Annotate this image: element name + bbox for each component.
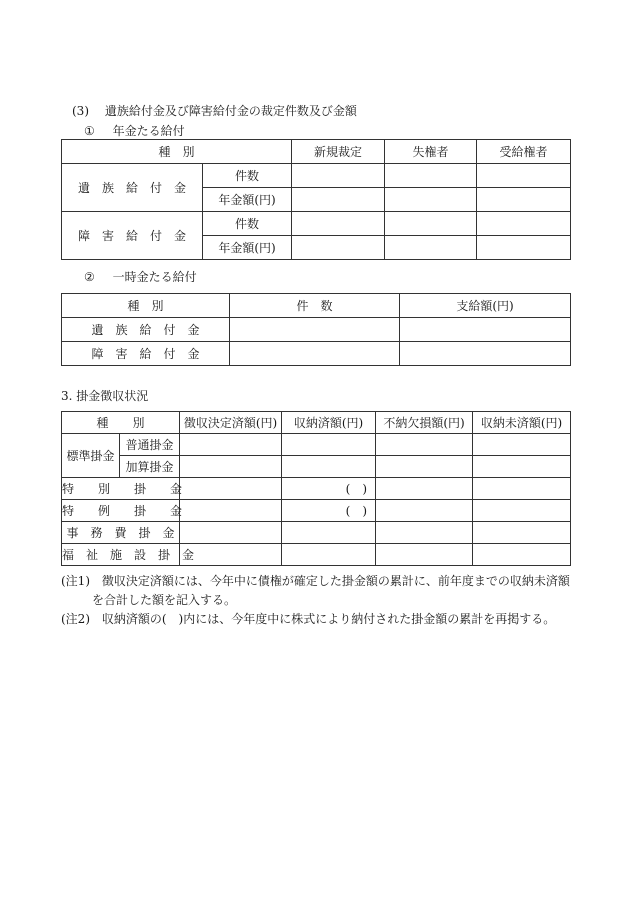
- table-cell: [477, 164, 571, 188]
- note-tag: (注2): [61, 612, 90, 626]
- disability-benefit-label: 障 害 給 付 金: [62, 212, 203, 260]
- header-type: 種 別: [62, 294, 230, 318]
- table-cell: [376, 522, 473, 544]
- table-cell: [473, 522, 571, 544]
- row-label: 件数: [203, 164, 292, 188]
- pension-benefit-table: [61, 139, 571, 260]
- header-new: 新規裁定: [292, 140, 385, 164]
- table-cell: [477, 188, 571, 212]
- table-cell: [376, 478, 473, 500]
- table-cell: [292, 212, 385, 236]
- paren-cell: [282, 522, 376, 544]
- header-amount: 支給額(円): [400, 294, 571, 318]
- note-2: [61, 613, 555, 625]
- subsection-number: ①: [84, 124, 95, 138]
- survivor-benefit-label: 遺 族 給 付 金: [62, 164, 203, 212]
- table-row: [62, 318, 571, 342]
- table-cell: [376, 456, 473, 478]
- table-row: [62, 522, 571, 544]
- table-cell: [230, 342, 400, 366]
- note-text: 収納済額の( )内には、今年度中に株式により納付された掛金額の累計を再掲する。: [101, 612, 556, 626]
- header-received: 収納済額(円): [282, 412, 376, 434]
- header-lapsed: 失権者: [385, 140, 477, 164]
- table-cell: [477, 236, 571, 260]
- section-heading: [72, 105, 357, 117]
- lump-sum-benefit-table: [61, 293, 571, 366]
- table-header-row: [62, 294, 571, 318]
- table-cell: [230, 318, 400, 342]
- header-type: 種 別: [62, 140, 292, 164]
- table-cell: [180, 434, 282, 456]
- section-number: (3): [72, 104, 89, 118]
- table-row: [62, 500, 571, 522]
- table-cell: [400, 342, 571, 366]
- table-cell: [385, 164, 477, 188]
- subsection-title: 年金たる給付: [112, 124, 185, 138]
- subsection-heading-2: [84, 271, 197, 283]
- table-cell: [477, 212, 571, 236]
- table-row: [62, 342, 571, 366]
- table-cell: [473, 456, 571, 478]
- standard-contribution-label: 標準掛金: [62, 434, 120, 478]
- table-row: [62, 456, 571, 478]
- header-type: 種 別: [62, 412, 180, 434]
- table-cell: [180, 456, 282, 478]
- table-cell: [385, 236, 477, 260]
- subsection-title: 一時金たる給付: [112, 270, 197, 284]
- row-label: 障 害 給 付 金: [62, 342, 230, 366]
- header-decided: 徴収決定済額(円): [180, 412, 282, 434]
- table-row: [62, 544, 571, 566]
- row-label: 特 別 掛 金: [62, 478, 180, 500]
- table-cell: [292, 188, 385, 212]
- subsection-heading-1: [84, 125, 185, 137]
- row-label: 年金額(円): [203, 236, 292, 260]
- table-row: [62, 478, 571, 500]
- table-row: [62, 212, 571, 236]
- table-header-row: [62, 140, 571, 164]
- row-label: 件数: [203, 212, 292, 236]
- table-cell: [282, 456, 376, 478]
- row-label: 特 例 掛 金: [62, 500, 180, 522]
- table-cell: [292, 236, 385, 260]
- header-uncollected: 収納未済額(円): [473, 412, 571, 434]
- table-cell: [473, 544, 571, 566]
- table-header-row: [62, 412, 571, 434]
- table-cell: [473, 500, 571, 522]
- table-cell: [292, 164, 385, 188]
- row-label: 福 祉 施 設 掛 金: [62, 544, 180, 566]
- table-cell: [180, 522, 282, 544]
- note-1: [61, 575, 570, 587]
- subsection-number: ②: [84, 270, 95, 284]
- table-cell: [180, 500, 282, 522]
- paren-cell: [282, 544, 376, 566]
- table-cell: [376, 500, 473, 522]
- section-title: 遺族給付金及び障害給付金の裁定件数及び金額: [104, 104, 357, 118]
- header-count: 件 数: [230, 294, 400, 318]
- row-label: 事 務 費 掛 金: [62, 522, 180, 544]
- table-cell: [385, 188, 477, 212]
- row-label: 遺 族 給 付 金: [62, 318, 230, 342]
- table-cell: [473, 434, 571, 456]
- note-tag: (注1): [61, 574, 90, 588]
- contribution-collection-table: [61, 411, 571, 566]
- row-label: 普通掛金: [120, 434, 180, 456]
- table-cell: [400, 318, 571, 342]
- collection-heading: 3. 掛金徴収状況: [61, 389, 149, 403]
- table-cell: [473, 478, 571, 500]
- header-entitled: 受給権者: [477, 140, 571, 164]
- row-label: 加算掛金: [120, 456, 180, 478]
- row-label: 年金額(円): [203, 188, 292, 212]
- table-cell: [376, 434, 473, 456]
- note-text: 徴収決定済額には、今年中に債権が確定した掛金額の累計に、前年度までの収納未済額: [101, 574, 570, 588]
- paren-cell: ( ): [282, 478, 376, 500]
- table-row: [62, 434, 571, 456]
- table-row: [62, 164, 571, 188]
- table-cell: [385, 212, 477, 236]
- table-cell: [282, 434, 376, 456]
- table-cell: [376, 544, 473, 566]
- table-cell: [180, 544, 282, 566]
- paren-cell: ( ): [282, 500, 376, 522]
- header-writeoff: 不納欠損額(円): [376, 412, 473, 434]
- table-cell: [180, 478, 282, 500]
- note-1-continued: を合計した額を記入する。: [92, 593, 237, 607]
